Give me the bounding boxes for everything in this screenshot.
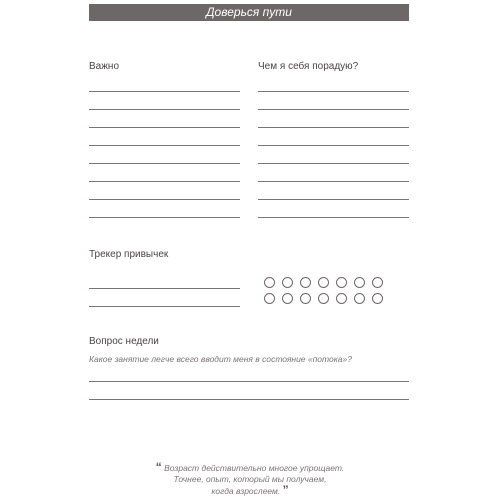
writing-line xyxy=(89,91,240,92)
banner-title: Доверься пути xyxy=(206,5,292,19)
habit-circle-row xyxy=(264,293,404,304)
habit-circle[interactable] xyxy=(264,277,275,288)
writing-line xyxy=(89,199,240,200)
writing-line xyxy=(89,145,240,146)
habit-circle[interactable] xyxy=(318,293,329,304)
writing-line xyxy=(258,91,409,92)
habit-circle-row xyxy=(264,277,404,288)
writing-line xyxy=(89,127,240,128)
habit-circle[interactable] xyxy=(372,293,383,304)
question-lines xyxy=(89,381,409,417)
habit-checkboxes xyxy=(264,277,404,309)
open-quote-mark: “ xyxy=(155,460,162,474)
habit-circle[interactable] xyxy=(282,277,293,288)
habit-circle[interactable] xyxy=(318,277,329,288)
habit-circle[interactable] xyxy=(354,277,365,288)
habit-circle[interactable] xyxy=(282,293,293,304)
writing-line xyxy=(258,217,409,218)
page-banner xyxy=(89,4,409,21)
treat-heading: Чем я себя порадую? xyxy=(258,61,359,72)
close-quote-mark: ” xyxy=(282,483,289,497)
writing-line xyxy=(89,306,240,307)
quote-line: Точнее, опыт, который мы получаем, xyxy=(173,474,327,484)
writing-line xyxy=(89,109,240,110)
writing-line xyxy=(89,381,409,382)
habit-circle[interactable] xyxy=(336,277,347,288)
quote-line: когда взрослеем. xyxy=(211,486,281,496)
habit-circle[interactable] xyxy=(354,293,365,304)
question-text: Какое занятие легче всего вводит меня в состояние «потока»? xyxy=(89,354,352,364)
writing-line xyxy=(258,145,409,146)
habit-circle[interactable] xyxy=(372,277,383,288)
writing-line xyxy=(258,163,409,164)
habit-tracker-heading: Трекер привычек xyxy=(89,249,169,260)
habit-circle[interactable] xyxy=(300,293,311,304)
question-heading: Вопрос недели xyxy=(89,336,159,347)
writing-line xyxy=(89,163,240,164)
habit-circle[interactable] xyxy=(336,293,347,304)
writing-line xyxy=(89,399,409,400)
writing-line xyxy=(89,288,240,289)
important-heading: Важно xyxy=(89,61,120,72)
writing-line xyxy=(89,217,240,218)
habit-lines xyxy=(89,288,240,324)
writing-line xyxy=(258,127,409,128)
habit-circle[interactable] xyxy=(264,293,275,304)
quote-line: Возраст действительно многое упрощает. xyxy=(164,463,345,473)
writing-line xyxy=(258,199,409,200)
writing-line xyxy=(258,109,409,110)
important-lines xyxy=(89,91,240,235)
treat-lines xyxy=(258,91,409,235)
writing-line xyxy=(89,181,240,182)
habit-circle[interactable] xyxy=(300,277,311,288)
footer-quote xyxy=(140,462,360,497)
writing-line xyxy=(258,181,409,182)
